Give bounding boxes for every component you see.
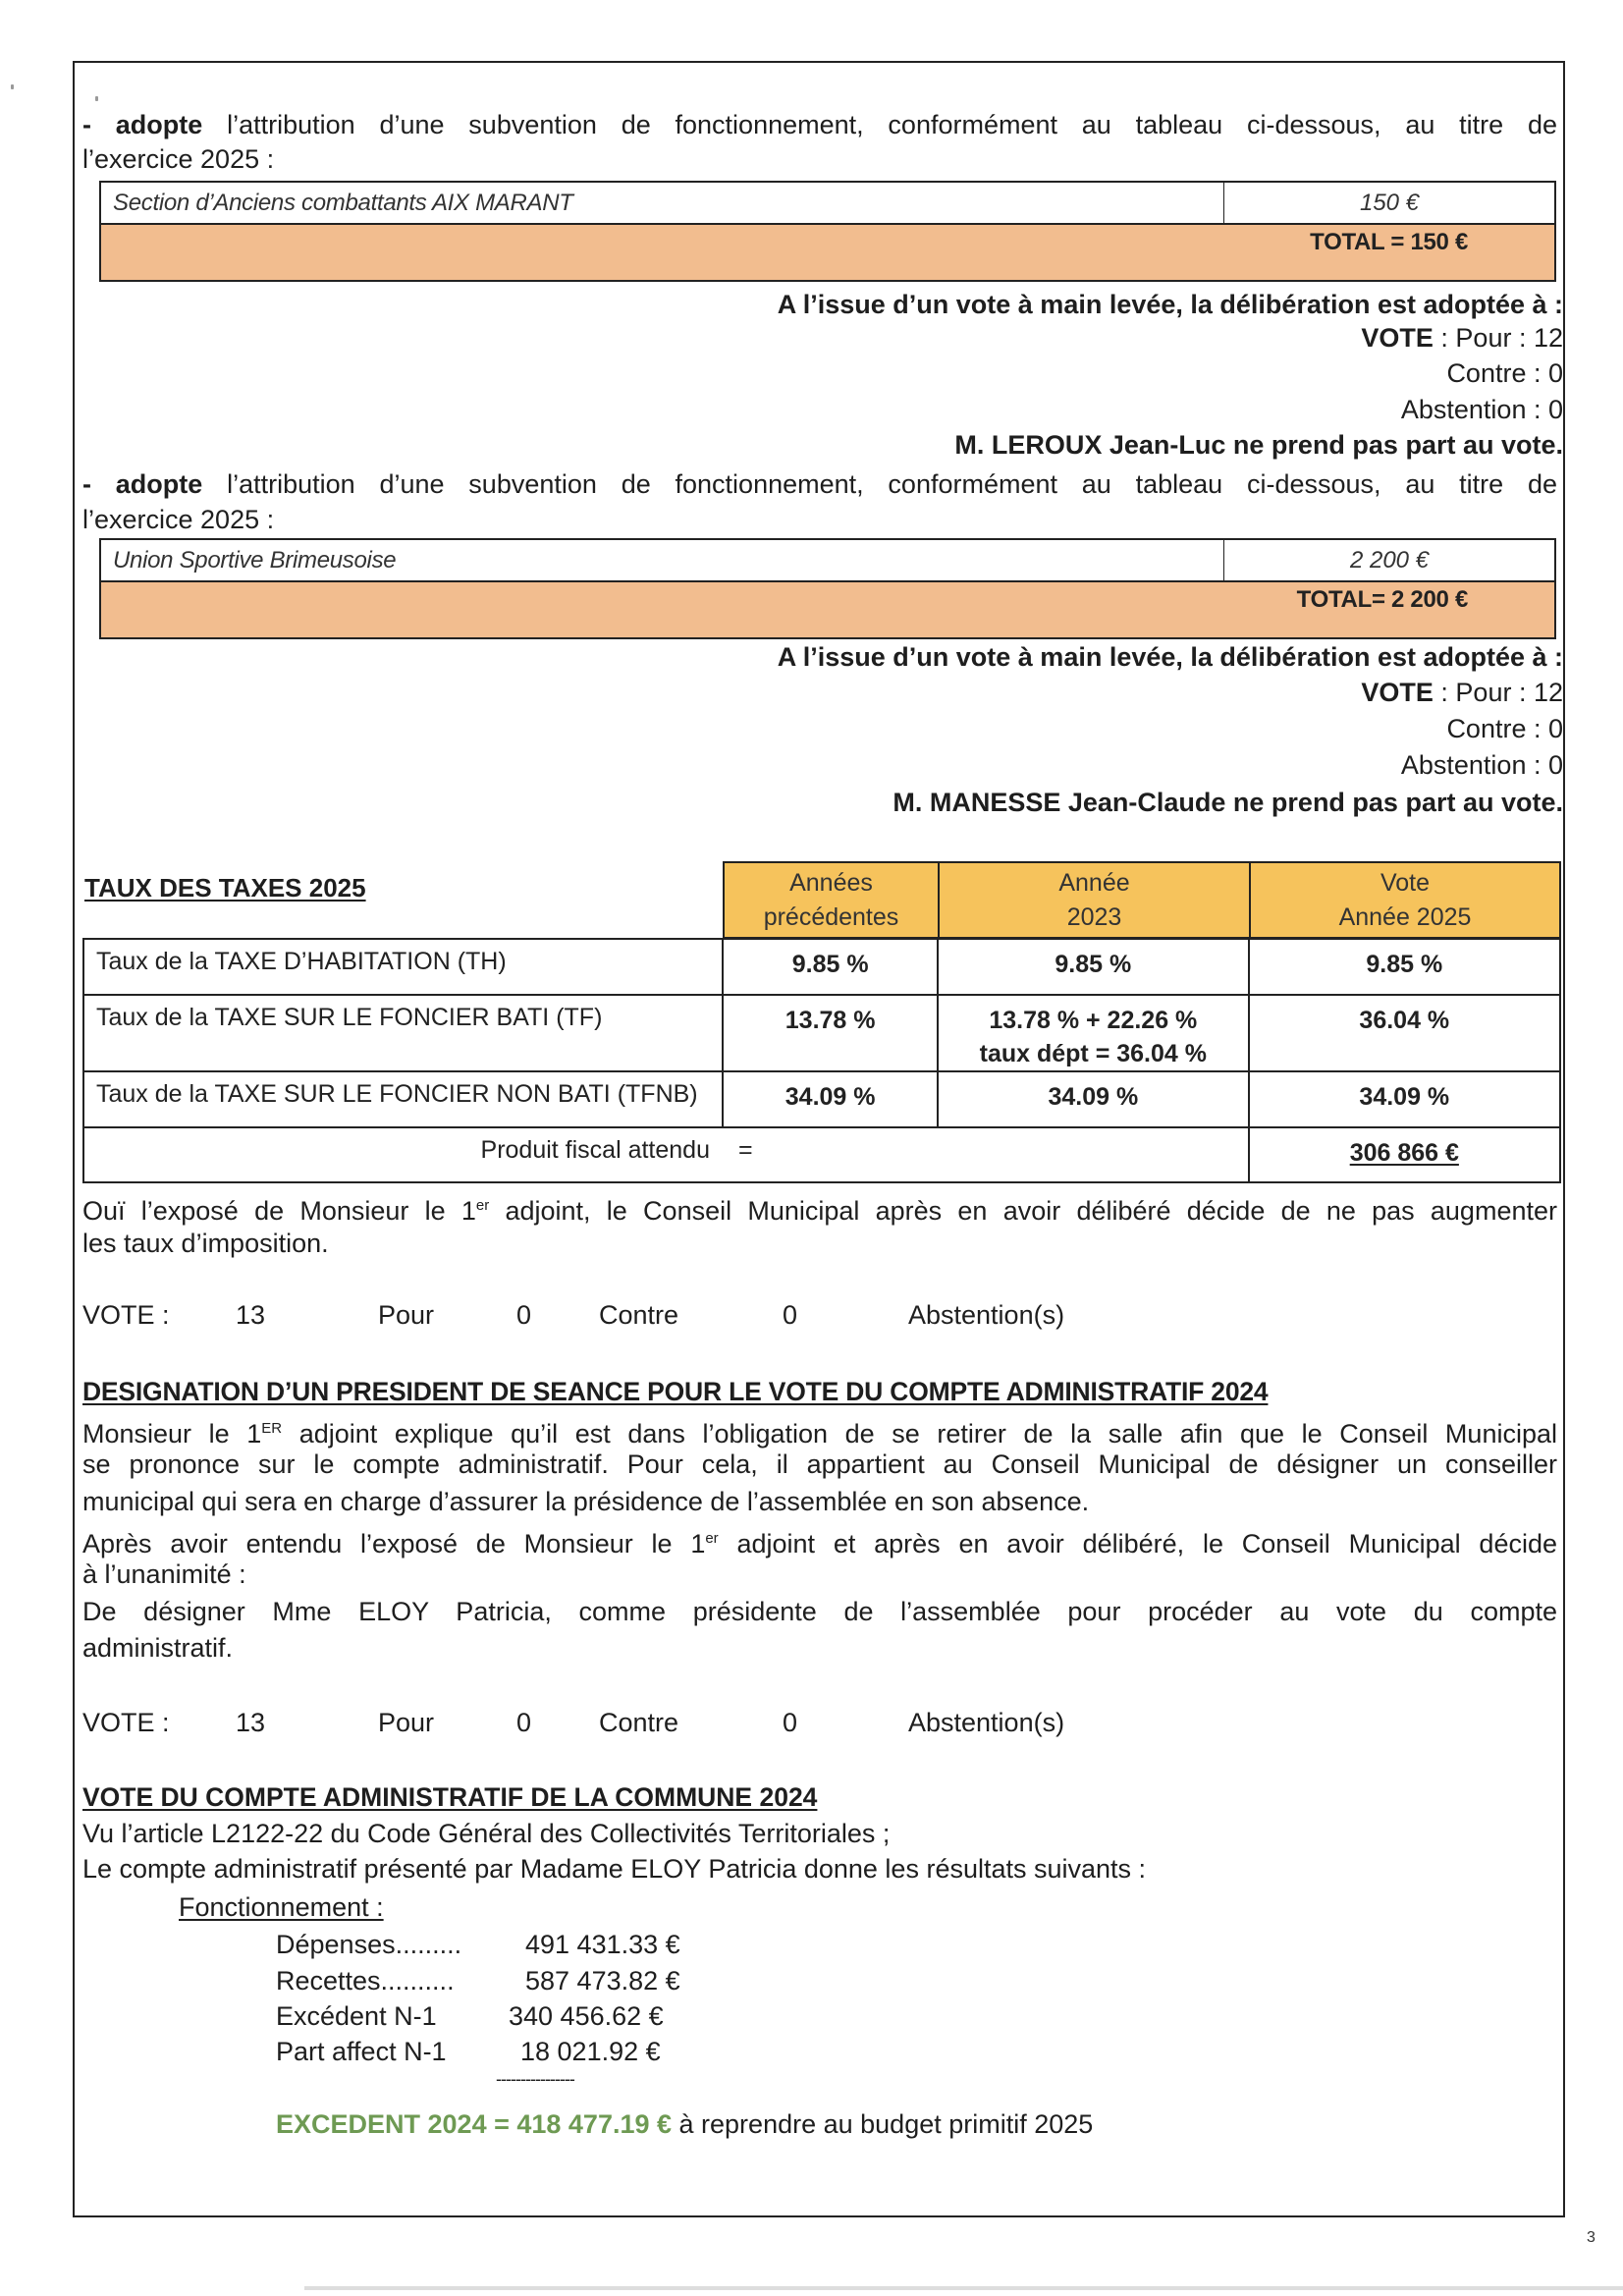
vote-contre: Contre : 0 [1446, 714, 1563, 743]
designation-p1-line2: se prononce sur le compte administratif. Pour cela, il appartient au Conseil Municipal de désigner un conseiller [82, 1449, 1557, 1479]
subvention-1-intro-line2: l’exercice 2025 : [82, 144, 275, 174]
item-label: Part affect N-1 [276, 2037, 447, 2066]
rate-2025: 9.85 % [1249, 939, 1560, 995]
item-value: 18 021.92 € [520, 2037, 661, 2066]
rate-2025: 36.04 % [1249, 995, 1560, 1071]
intro-text: l’attribution d’une subvention de fonctionnement, conformément au tableau ci-dessous, au titre de [202, 110, 1557, 139]
tax-decision-line1 [82, 1188, 1557, 1229]
adopte-label: - adopte [82, 469, 203, 499]
ordinal-suffix: er [705, 1530, 719, 1547]
header-line: Vote [1380, 869, 1431, 897]
vote-label: VOTE : [82, 1300, 170, 1330]
tax-decision-line2: les taux d’imposition. [82, 1229, 329, 1258]
excedent-value: EXCEDENT 2024 = 418 477.19 € [276, 2109, 673, 2139]
rate-2025: 34.09 % [1249, 1071, 1560, 1127]
table-row [101, 540, 1554, 582]
excedent-result [276, 2107, 1093, 2142]
rate-2023: 34.09 % [938, 1071, 1249, 1127]
header-line: Année 2025 [1338, 903, 1472, 931]
subvention-amount: 2 200 € [1349, 547, 1430, 574]
decision-text: Ouï l’exposé de Monsieur le 1 [82, 1196, 476, 1226]
total-value: TOTAL = 150 € [1310, 229, 1468, 255]
vote-contre-label: Contre [599, 1300, 679, 1330]
vote-abstention-label: Abstention(s) [908, 1300, 1065, 1330]
intro-text: l’attribution d’une subvention de fonctionnement, conformément au tableau ci-dessous, au titre de [202, 469, 1557, 499]
adopte-label: - adopte [82, 110, 203, 139]
total-row [101, 582, 1554, 637]
vote-abstention: Abstention : 0 [1400, 395, 1563, 424]
fonctionnement-heading: Fonctionnement : [179, 1892, 384, 1922]
rate-previous: 13.78 % [723, 995, 938, 1071]
vote-pour-count: 13 [236, 1708, 266, 1737]
paragraph-text: adjoint explique qu’il est dans l’obligation de se retirer de la salle afin que le Conseil Municipal [282, 1419, 1557, 1449]
ordinal-suffix: ER [261, 1420, 283, 1437]
table-row [83, 995, 1560, 1071]
item-value: 587 473.82 € [525, 1966, 680, 1995]
subvention-amount: 150 € [1359, 190, 1420, 216]
designation-p1-line3: municipal qui sera en charge d’assurer la présidence de l’assemblée en son absence. [82, 1487, 1090, 1516]
item-value: 340 456.62 € [509, 2001, 664, 2031]
vote-contre-label: Contre [599, 1708, 679, 1737]
adopted-statement: A l’issue d’un vote à main levée, la délibération est adoptée à : [777, 642, 1563, 672]
paragraph-text: Monsieur le 1 [82, 1419, 262, 1449]
non-participant-note: M. MANESSE Jean-Claude ne prend pas part au vote. [893, 788, 1563, 817]
vote-pour [1361, 676, 1563, 710]
excedent-note: à reprendre au budget primitif 2025 [672, 2109, 1094, 2139]
vote-pour-label: Pour [378, 1300, 435, 1330]
item-label: Dépenses......... [276, 1930, 462, 1959]
vote-abstention-count: 0 [783, 1708, 798, 1737]
subvention-2-intro [82, 467, 1557, 502]
vote-pour [1361, 321, 1563, 355]
tax-label: Taux de la TAXE SUR LE FONCIER BATI (TF) [83, 995, 723, 1071]
tax-header-2023 [938, 861, 1251, 939]
rate-2023: 9.85 % [938, 939, 1249, 995]
tax-header-previous [723, 861, 940, 939]
compte-line2: Le compte administratif présenté par Madame ELOY Patricia donne les résultats suivants : [82, 1854, 1147, 1884]
total-value: TOTAL= 2 200 € [1296, 586, 1468, 613]
vote-contre-count: 0 [516, 1708, 532, 1737]
scan-edge [304, 2286, 1623, 2290]
vote-pour-value: : Pour : 12 [1433, 678, 1563, 707]
vote-pour-label: Pour [378, 1708, 435, 1737]
item-label: Recettes.......... [276, 1966, 455, 1995]
product-row [83, 1127, 1560, 1182]
taxes-title: TAUX DES TAXES 2025 [84, 873, 366, 902]
separator-line: ---------------- [496, 2069, 574, 2089]
ordinal-suffix: er [475, 1197, 490, 1214]
item-value: 491 431.33 € [525, 1930, 680, 1959]
vote-abstention-count: 0 [783, 1300, 798, 1330]
page-number: 3 [1587, 2229, 1596, 2246]
header-line: 2023 [1066, 903, 1122, 931]
vote-contre-count: 0 [516, 1300, 532, 1330]
designation-p3-line1: De désigner Mme ELOY Patricia, comme présidente de l’assemblée pour procéder au vote du compte [82, 1597, 1557, 1626]
tax-rates-table [82, 938, 1561, 1183]
compte-line1: Vu l’article L2122-22 du Code Général des Collectivités Territoriales ; [82, 1819, 891, 1848]
vote-label: VOTE : [82, 1708, 170, 1737]
designation-p3-line2: administratif. [82, 1633, 234, 1663]
vote-label: VOTE [1361, 678, 1434, 707]
non-participant-note: M. LEROUX Jean-Luc ne prend pas part au vote. [954, 430, 1563, 460]
designation-p2-line1 [82, 1521, 1557, 1561]
beneficiary-name: Union Sportive Brimeusoise [101, 540, 1224, 580]
header-line: Années [789, 869, 873, 897]
header-line: précédentes [763, 903, 899, 931]
subvention-2-intro-line2: l’exercice 2025 : [82, 505, 275, 534]
subvention-1-intro [82, 108, 1557, 142]
subvention-2-table [99, 538, 1556, 639]
table-row [83, 939, 1560, 995]
paragraph-text: Après avoir entendu l’exposé de Monsieur le 1 [82, 1529, 706, 1558]
compte-title: VOTE DU COMPTE ADMINISTRATIF DE LA COMMUNE 2024 [82, 1782, 818, 1812]
product-value: 306 866 € [1249, 1127, 1560, 1182]
adopted-statement: A l’issue d’un vote à main levée, la délibération est adoptée à : [777, 290, 1563, 319]
product-equals: = [737, 1136, 753, 1164]
rate-2023-line2: taux dépt = 36.04 % [979, 1040, 1207, 1067]
rate-2023 [938, 995, 1249, 1071]
designation-title: DESIGNATION D’UN PRESIDENT DE SEANCE POUR LE VOTE DU COMPTE ADMINISTRATIF 2024 [82, 1377, 1269, 1406]
vote-abstention: Abstention : 0 [1400, 750, 1563, 780]
vote-pour-value: : Pour : 12 [1433, 323, 1563, 353]
designation-p2-line2: à l’unanimité : [82, 1559, 246, 1589]
tax-label: Taux de la TAXE SUR LE FONCIER NON BATI (TFNB) [83, 1071, 723, 1127]
tax-header-vote-2025 [1249, 861, 1561, 939]
scan-mark [11, 84, 14, 89]
vote-abstention-label: Abstention(s) [908, 1708, 1065, 1737]
product-label-cell [83, 1127, 1249, 1182]
rate-previous: 9.85 % [723, 939, 938, 995]
decision-text: adjoint, le Conseil Municipal après en avoir délibéré décide de ne pas augmenter [489, 1196, 1557, 1226]
item-label: Excédent N-1 [276, 2001, 437, 2031]
table-row [83, 1071, 1560, 1127]
paragraph-text: adjoint et après en avoir délibéré, le Conseil Municipal décide [718, 1529, 1557, 1558]
rate-2023-line1: 13.78 % + 22.26 % [989, 1007, 1198, 1034]
rate-previous: 34.09 % [723, 1071, 938, 1127]
product-label: Produit fiscal attendu [480, 1136, 710, 1164]
subvention-1-table [99, 181, 1556, 282]
vote-pour-count: 13 [236, 1300, 266, 1330]
beneficiary-name: Section d’Anciens combattants AIX MARANT [101, 183, 1224, 223]
tax-label: Taux de la TAXE D’HABITATION (TH) [83, 939, 723, 995]
header-line: Année [1058, 869, 1130, 897]
vote-label: VOTE [1361, 323, 1434, 353]
vote-contre: Contre : 0 [1446, 358, 1563, 388]
designation-p1-line1 [82, 1411, 1557, 1451]
total-row [101, 225, 1554, 280]
table-row [101, 183, 1554, 225]
